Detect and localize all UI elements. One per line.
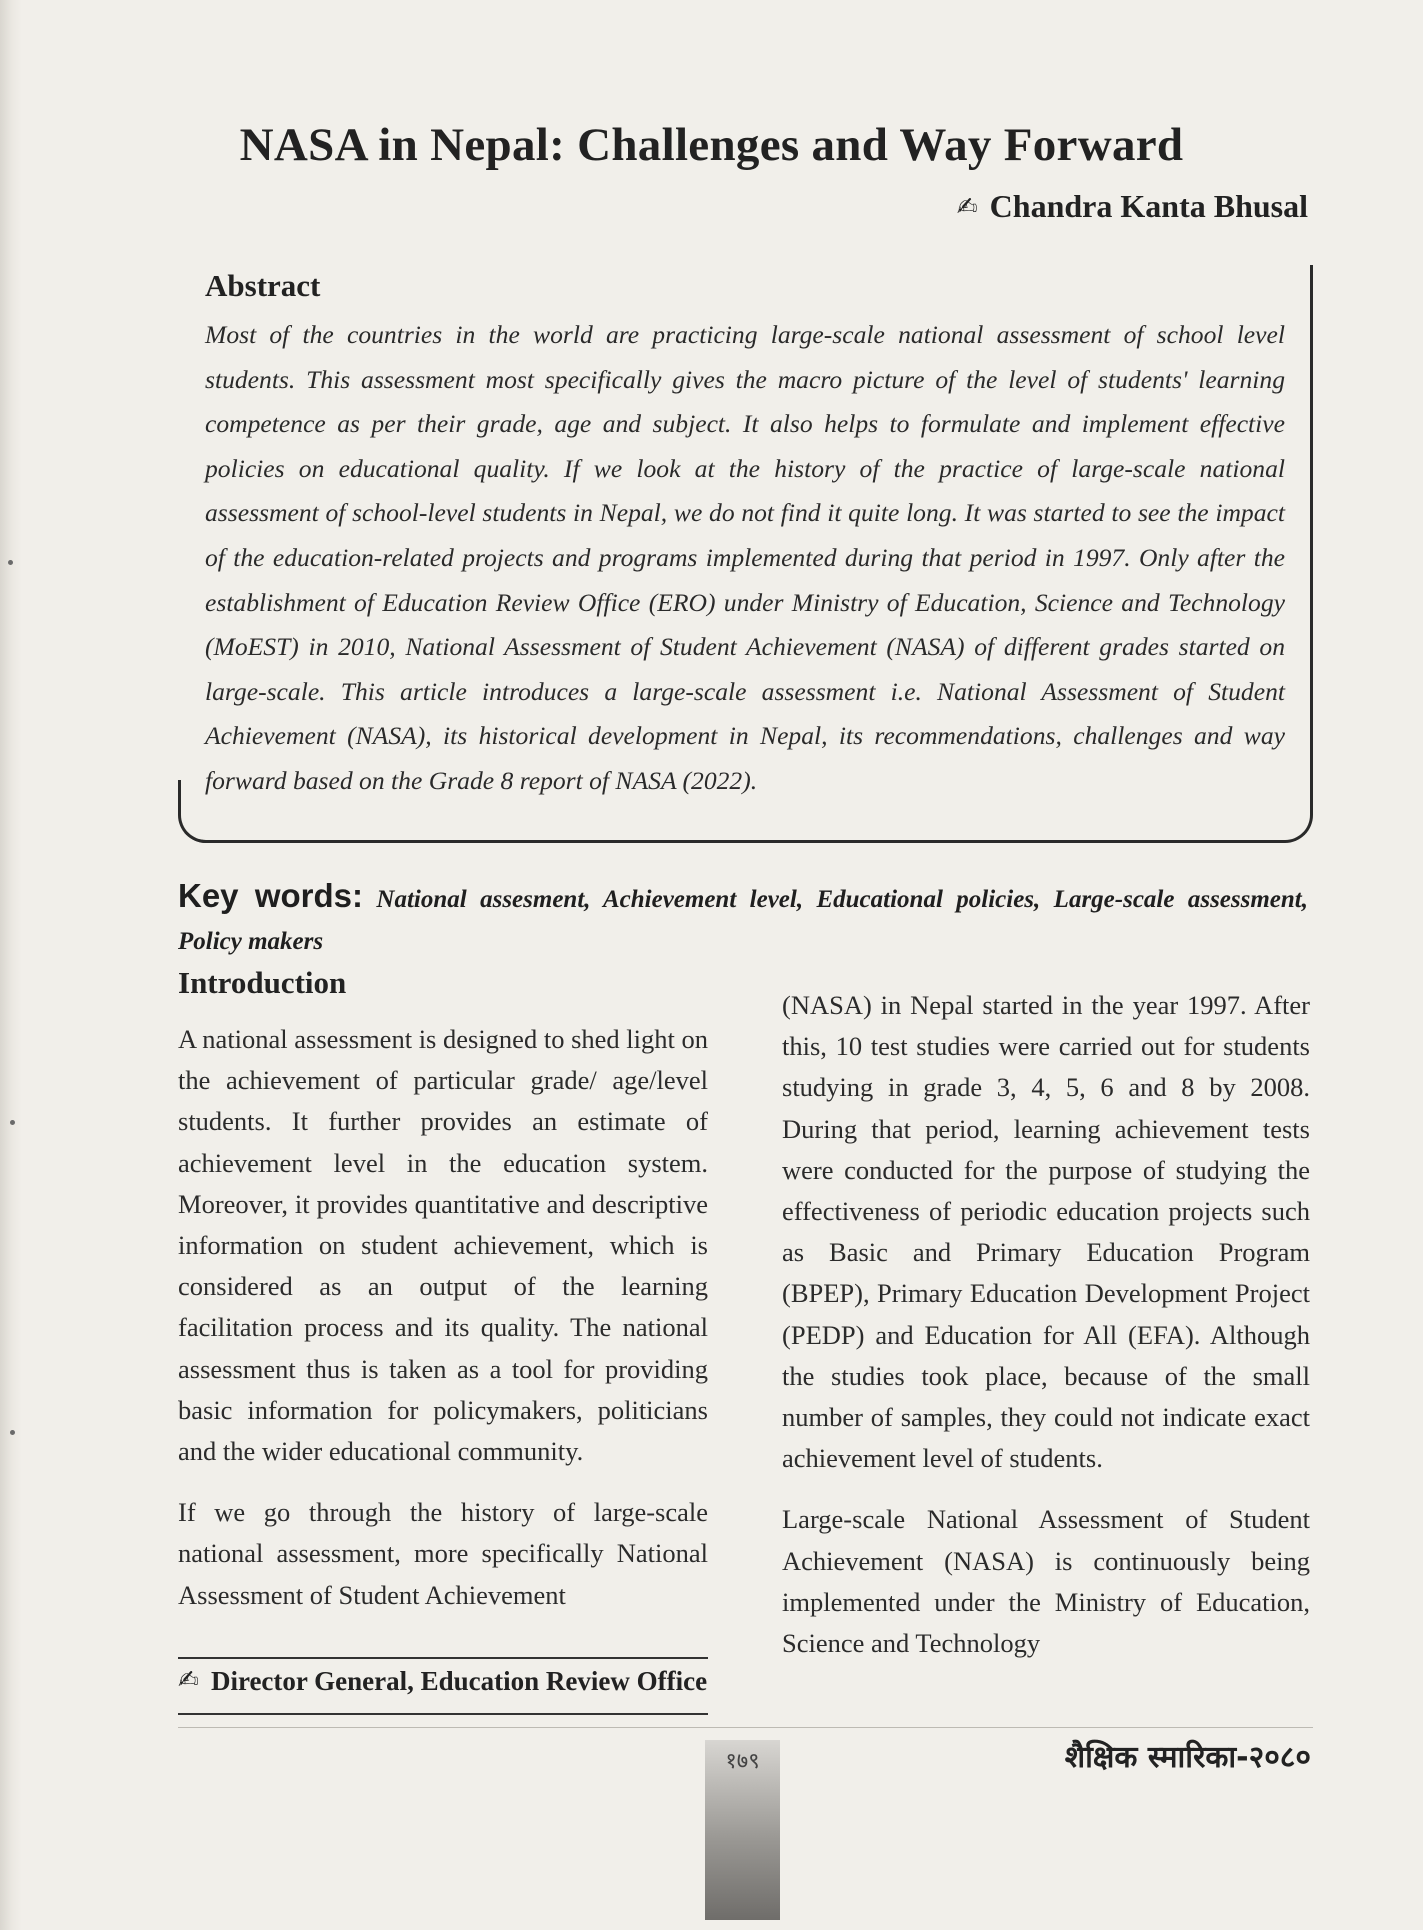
- abstract-text: Most of the countries in the world are practicing large-scale national assessment of school level students. This assessment most specifically gives the macro picture of the level of students' learning competence as per their grade, age and subject. It also helps to formulate and implement effective policies on educational quality. If we look at the history of the practice of large-scale national assessment of school-level students in Nepal, we do not find it quite long. It was started to see the impact of the education-related projects and programs implemented during that period in 1997. Only after the establishment of Education Review Office (ERO) under Ministry of Education, Science and Technology (MoEST) in 2010, National Assessment of Student Achievement (NASA) of different grades started on large-scale. This article introduces a large-scale assessment i.e. National Assessment of Student Achievement (NASA), its historical development in Nepal, its recommendations, challenges and way forward based on the Grade 8 report of NASA (2022).: [205, 320, 1285, 795]
- page-number: १७९: [725, 1749, 760, 1774]
- right-column: [782, 985, 1310, 1684]
- footnote: [178, 1665, 748, 1697]
- binding-mark: [10, 1430, 15, 1435]
- author-name: Chandra Kanta Bhusal: [989, 188, 1308, 224]
- paragraph: Large-scale National Assessment of Student Achievement (NASA) is continuously being implemented under the Ministry of Education, Science and Technology: [782, 1504, 1310, 1659]
- abstract-heading: Abstract: [205, 268, 321, 303]
- binding-mark: [10, 1120, 15, 1125]
- footnote-divider: [178, 1713, 708, 1715]
- pen-icon: ✍: [178, 1665, 199, 1694]
- footer-divider: [178, 1727, 1313, 1728]
- paragraph: A national assessment is designed to shed light on the achievement of particular grade/ age/level students. It further provides an estimate of achievement level in the education system. Moreover, it provides quantitative and descriptive information on student achievement, which is considered as an output of the learning facilitation process and its quality. The national assessment thus is taken as a tool for providing basic information for policymakers, politicians and the wider educational community.: [178, 1024, 708, 1467]
- journal-name: शैक्षिक स्मारिका-२०८०: [1064, 1740, 1311, 1775]
- footnote-text: Director General, Education Review Office: [210, 1666, 708, 1696]
- introduction-heading: Introduction: [178, 965, 347, 1000]
- article-title: NASA in Nepal: Challenges and Way Forward: [239, 119, 1184, 171]
- keywords: [178, 875, 1308, 963]
- paragraph: If we go through the history of large-scale national assessment, more specifically National Assessment of Student Achievement: [178, 1497, 708, 1610]
- left-column: [178, 965, 708, 1636]
- binding-edge: [0, 0, 22, 1930]
- keywords-label: Key words:: [178, 877, 364, 914]
- author-line: [957, 188, 1308, 225]
- keywords-list: National assesment, Achievement level, Educational policies, Large-scale assessment, Policy makers: [178, 886, 1309, 955]
- footnote-divider: [178, 1657, 708, 1659]
- pen-icon: ✍: [956, 192, 978, 221]
- paragraph: (NASA) in Nepal started in the year 1997. After this, 10 test studies were carried out for students studying in grade 3, 4, 5, 6 and 8 by 2008. During that period, learning achievement tests were conducted for the purpose of studying the effectiveness of periodic education projects such as Basic and Primary Education Program (BPEP), Primary Education Development Project (PEDP) and Education for All (EFA). Although the studies took place, because of the small number of samples, they could not indicate exact achievement level of students.: [782, 990, 1310, 1474]
- binding-mark: [8, 560, 13, 565]
